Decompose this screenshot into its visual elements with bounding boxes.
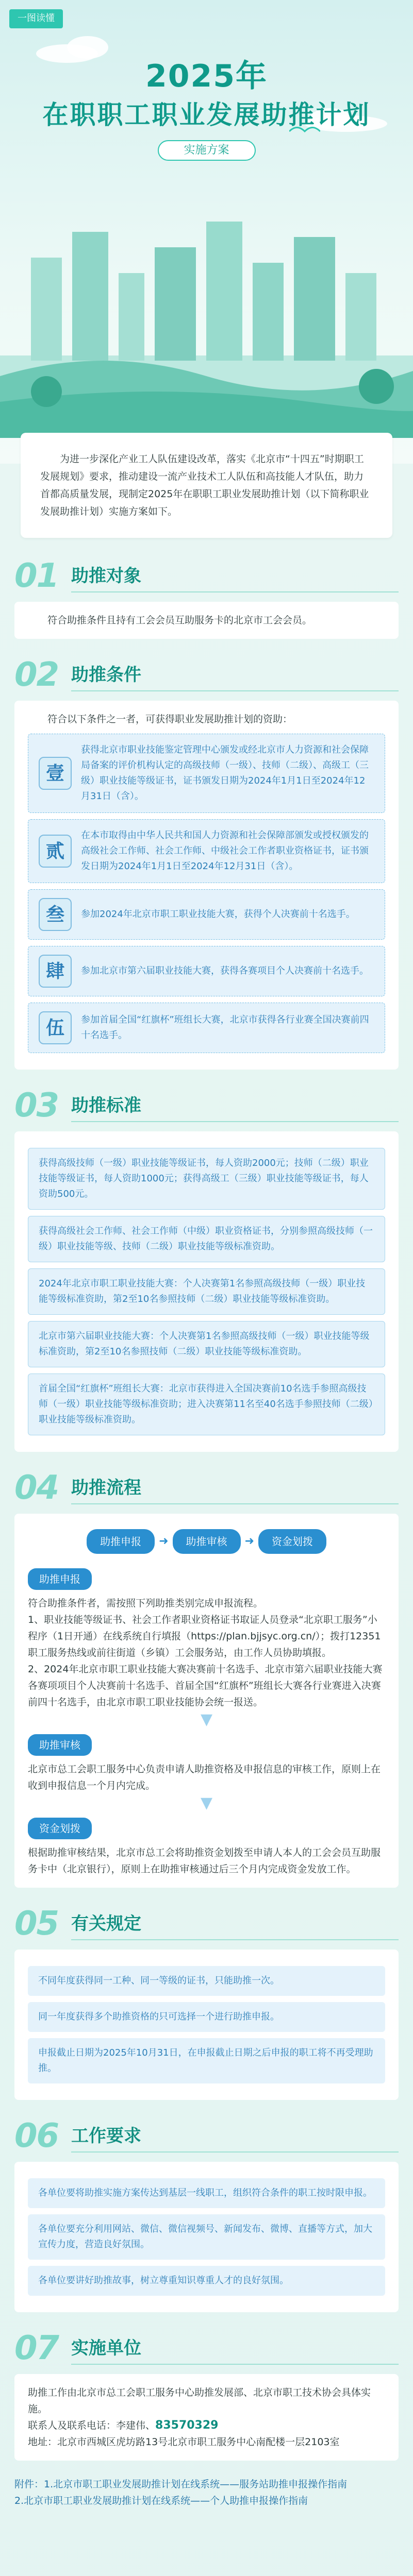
flow-step: 助推申报	[87, 1529, 155, 1554]
section-conditions	[14, 649, 399, 1070]
requirement-item: 各单位要讲好助推故事，树立尊重知识尊重人才的良好氛围。	[28, 2266, 385, 2296]
attachments	[14, 2476, 399, 2509]
section-process	[14, 1462, 399, 1888]
condition-text: 在本市取得由中华人民共和国人力资源和社会保障部颁发或授权颁发的高级社会工作师、社会工作师、中级社会工作者职业资格证书，证书颁发日期为2024年1月1日至2024年12月31日（含）。	[81, 830, 369, 872]
standard-item: 获得高级社会工作师、社会工作师（中级）职业资格证书，分别参照高级技师（一级）职业技能等级、技师（二级）职业技能等级标准资助。	[28, 1216, 385, 1262]
hero-subtitle: 实施方案	[158, 140, 256, 161]
process-step	[28, 1563, 385, 1710]
targets-text: 符合助推条件且持有工会会员互助服务卡的北京市工会会员。	[47, 615, 312, 626]
section-header	[14, 2323, 399, 2374]
section-header	[14, 1898, 399, 1950]
section-header	[14, 1080, 399, 1131]
arrow-down-icon: ▼	[200, 1710, 213, 1728]
section-number: 05	[14, 1904, 59, 1943]
section-divider	[71, 591, 399, 592]
section-rules	[14, 1898, 399, 2100]
seal-icon: 贰	[39, 835, 72, 868]
rule-item: 不同年度获得同一工种、同一等级的证书，只能助推一次。	[28, 1966, 385, 1996]
requirements-card	[14, 2162, 399, 2312]
section-title: 助推条件	[71, 664, 141, 685]
read-tag: 一图读懂	[9, 9, 63, 28]
contact-line	[28, 2417, 385, 2434]
arrow-right-icon: ➜	[159, 1535, 169, 1548]
requirement-item: 各单位要充分利用网站、微信、微信视频号、新闻发布、微博、直播等方式，加大宣传力度，营造良好氛围。	[28, 2214, 385, 2260]
targets-card	[14, 602, 399, 639]
conditions-card	[14, 701, 399, 1070]
section-divider	[71, 1939, 399, 1940]
section-targets	[14, 550, 399, 639]
title-main: 在职职工职业发展助推计划	[42, 100, 371, 130]
intro-paragraph: 为进一步深化产业工人队伍建设改革，落实《北京市“十四五”时期职工发展规划》要求，推动建设一流产业技术工人队伍和高技能人才队伍，助力首都高质量发展，现制定2025年在职职工职业发展助推计划（以下简称职业发展助推计划）实施方案如下。	[21, 433, 392, 538]
step-text: 符合助推条件者，需按照下列助推类别完成申报流程。 1、职业技能等级证书、社会工作者职业资格证书取证人员登录“北京职工服务”小程序（1日开通）在线系统自行填报（https://plan.bjjsyc.org.cn/）；拨打12351职工服务热线或前往街道（乡镇）工会服务站，由工作人员协助填报。 2、2024年北京市职工职业技能大赛决赛前十名选手、北京市第六届职业技能大赛各赛项项目个人决赛前十名选手、首届全国“红旗杯”班组长大赛各行业赛进入决赛前四十名选手，由北京市职工职业技能协会统一报送。	[28, 1598, 383, 1708]
address-text: 地址：北京市西城区虎坊路13号北京市职工服务中心南配楼一层2103室	[28, 2436, 340, 2448]
seal-icon: 肆	[39, 955, 72, 988]
requirement-item: 各单位要将助推实施方案传达到基层一线职工，组织符合条件的职工按时限申报。	[28, 2178, 385, 2208]
condition-text: 获得北京市职业技能鉴定管理中心颁发或经北京市人力资源和社会保障局备案的评价机构认定的高级技师（一级）、技师（二级）、高级工（三级）职业技能等级证书，证书颁发日期为2024年1月1日至2024年12月31日（含）。	[81, 744, 369, 802]
title-year: 2025年	[145, 58, 268, 94]
step-label: 助推申报	[28, 1568, 92, 1590]
section-header	[14, 649, 399, 701]
section-title: 助推对象	[71, 565, 141, 586]
process-step	[28, 1729, 385, 1794]
step-text: 根据助推审核结果，北京市总工会将助推资金划拨至申请人本人的工会会员互助服务卡中（北京银行），原则上在助推审核通过后三个月内完成资金发放工作。	[28, 1847, 381, 1875]
section-divider	[71, 1503, 399, 1504]
section-divider	[71, 2151, 399, 2153]
condition-item	[28, 889, 385, 940]
section-title: 实施单位	[71, 2337, 141, 2359]
condition-item	[28, 819, 385, 883]
attachment-item: 附件：1.北京市职工职业发展助推计划在线系统——服务站助推申报操作指南	[14, 2479, 348, 2490]
contact-phone: 83570329	[155, 2419, 219, 2432]
section-header	[14, 2110, 399, 2162]
seal-icon: 伍	[39, 1011, 72, 1044]
section-number: 01	[14, 556, 59, 595]
section-title: 助推流程	[71, 1477, 141, 1498]
rules-card	[14, 1950, 399, 2100]
contact-label: 联系人及联系电话：李建伟、	[28, 2420, 156, 2431]
condition-text: 参加2024年北京市职工职业技能大赛，获得个人决赛前十名选手。	[81, 909, 355, 920]
section-title: 助推标准	[71, 1095, 141, 1116]
standard-item: 2024年北京市职工职业技能大赛：个人决赛第1名参照高级技师（一级）职业技能等级标准资助，第2至10名参照技师（二级）职业技能等级标准资助。	[28, 1268, 385, 1315]
rule-item: 同一年度获得多个助推资格的只可选择一个进行助推申报。	[28, 2002, 385, 2032]
seal-icon: 叁	[39, 898, 72, 931]
section-header	[14, 1462, 399, 1514]
section-number: 06	[14, 2116, 59, 2155]
section-standards	[14, 1080, 399, 1452]
section-number: 02	[14, 655, 59, 694]
city-skyline-illustration	[0, 170, 413, 438]
condition-item	[28, 734, 385, 813]
process-card	[14, 1514, 399, 1888]
section-number: 04	[14, 1468, 59, 1507]
section-header	[14, 550, 399, 602]
arrow-right-icon: ➜	[244, 1535, 254, 1548]
conditions-lead: 符合以下条件之一者，可获得职业发展助推计划的资助：	[47, 714, 293, 725]
section-divider	[71, 2364, 399, 2365]
section-requirements	[14, 2110, 399, 2312]
hero-title	[0, 56, 413, 133]
rule-item: 申报截止日期为2025年10月31日，在申报截止日期之后申报的职工将不再受理助推。	[28, 2038, 385, 2083]
step-label: 资金划拨	[28, 1818, 92, 1839]
condition-item	[28, 1003, 385, 1053]
arrow-down-icon: ▼	[200, 1794, 213, 1812]
standard-item: 首届全国“红旗杯”班组长大赛：北京市获得进入全国决赛前10名选手参照高级技师（一级）职业技能等级标准资助；进入决赛第11名至40名选手参照技师（二级）职业技能等级标准资助。	[28, 1374, 385, 1435]
process-step	[28, 1812, 385, 1877]
section-implementer	[14, 2323, 399, 2461]
attachment-item: 2.北京市职工职业发展助推计划在线系统——个人助推申报操作指南	[14, 2495, 308, 2506]
standard-item: 北京市第六届职业技能大赛：个人决赛第1名参照高级技师（一级）职业技能等级标准资助，第2至10名参照技师（二级）职业技能等级标准资助。	[28, 1321, 385, 1367]
step-text: 北京市总工会职工服务中心负责申请人助推资格及申报信息的审核工作，原则上在收到申报信息一个月内完成。	[28, 1764, 381, 1791]
section-title: 有关规定	[71, 1913, 141, 1934]
hero-banner	[0, 0, 413, 464]
condition-text: 参加北京市第六届职业技能大赛，获得各赛项目个人决赛前十名选手。	[81, 965, 369, 976]
condition-item	[28, 946, 385, 996]
implementer-text: 助推工作由北京市总工会职工服务中心助推发展部、北京市职工技术协会具体实施。	[28, 2387, 371, 2415]
step-label: 助推审核	[28, 1734, 92, 1756]
standard-item: 获得高级技师（一级）职业技能等级证书，每人资助2000元；技师（二级）职业技能等级证书，每人资助1000元；获得高级工（三级）职业技能等级证书，每人资助500元。	[28, 1148, 385, 1210]
seal-icon: 壹	[39, 757, 72, 790]
section-number: 07	[14, 2329, 59, 2367]
flow-step: 资金划拨	[258, 1529, 326, 1554]
standards-card	[14, 1131, 399, 1452]
flow-step: 助推审核	[173, 1529, 241, 1554]
section-divider	[71, 1121, 399, 1122]
section-number: 03	[14, 1086, 59, 1125]
process-flow	[28, 1529, 385, 1554]
condition-text: 参加首届全国“红旗杯”班组长大赛，北京市获得各行业赛全国决赛前四十名选手。	[81, 1014, 369, 1041]
section-title: 工作要求	[71, 2125, 141, 2146]
implementer-card	[14, 2374, 399, 2461]
section-divider	[71, 690, 399, 691]
